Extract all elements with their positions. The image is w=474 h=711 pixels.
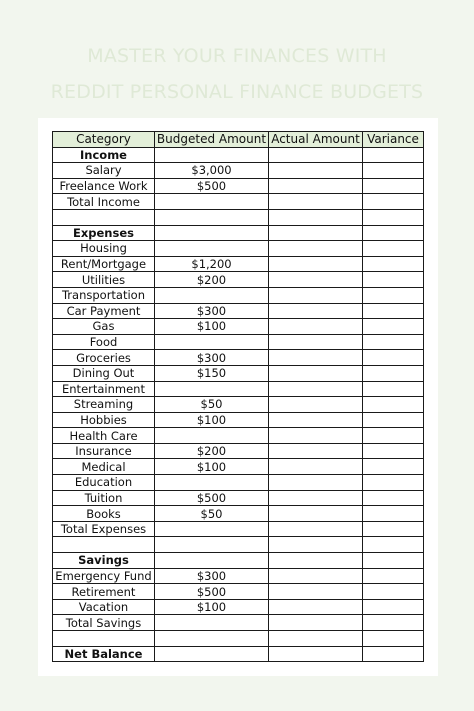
category-cell: Rent/Mortgage: [53, 256, 155, 272]
table-row: [53, 381, 424, 397]
budgeted-amount-cell: $100: [155, 459, 269, 475]
actual-amount-cell: [269, 319, 363, 335]
actual-amount-cell: [269, 521, 363, 537]
header-actual-amount: Actual Amount: [269, 132, 363, 148]
category-cell: Total Savings: [53, 615, 155, 631]
table-row: [53, 209, 424, 225]
variance-cell: [363, 475, 424, 491]
category-cell: Total Expenses: [53, 521, 155, 537]
actual-amount-cell: [269, 334, 363, 350]
header-variance: Variance: [363, 132, 424, 148]
variance-cell: [363, 381, 424, 397]
actual-amount-cell: [269, 646, 363, 662]
variance-cell: [363, 443, 424, 459]
category-cell: Total Income: [53, 194, 155, 210]
variance-cell: [363, 225, 424, 241]
table-row: [53, 646, 424, 662]
budgeted-amount-cell: $3,000: [155, 163, 269, 179]
category-cell: Streaming: [53, 397, 155, 413]
budgeted-amount-cell: [155, 241, 269, 257]
budgeted-amount-cell: $300: [155, 568, 269, 584]
variance-cell: [363, 568, 424, 584]
variance-cell: [363, 615, 424, 631]
budgeted-amount-cell: [155, 287, 269, 303]
variance-cell: [363, 303, 424, 319]
budgeted-amount-cell: [155, 428, 269, 444]
table-row: [53, 568, 424, 584]
budgeted-amount-cell: $500: [155, 178, 269, 194]
table-row: [53, 412, 424, 428]
actual-amount-cell: [269, 475, 363, 491]
category-cell: Savings: [53, 553, 155, 569]
variance-cell: [363, 428, 424, 444]
budgeted-amount-cell: $100: [155, 599, 269, 615]
category-cell: Books: [53, 506, 155, 522]
budgeted-amount-cell: $200: [155, 443, 269, 459]
variance-cell: [363, 272, 424, 288]
budgeted-amount-cell: $50: [155, 397, 269, 413]
budgeted-amount-cell: [155, 646, 269, 662]
category-cell: [53, 631, 155, 647]
actual-amount-cell: [269, 194, 363, 210]
table-row: [53, 303, 424, 319]
table-row: [53, 553, 424, 569]
variance-cell: [363, 147, 424, 163]
table-row: [53, 599, 424, 615]
variance-cell: [363, 553, 424, 569]
budgeted-amount-cell: [155, 334, 269, 350]
variance-cell: [363, 256, 424, 272]
table-row: [53, 256, 424, 272]
variance-cell: [363, 365, 424, 381]
table-row: [53, 147, 424, 163]
category-cell: Health Care: [53, 428, 155, 444]
table-row: [53, 521, 424, 537]
actual-amount-cell: [269, 178, 363, 194]
header-category: Category: [53, 132, 155, 148]
budget-table: [52, 131, 424, 662]
budgeted-amount-cell: $100: [155, 319, 269, 335]
category-cell: Gas: [53, 319, 155, 335]
variance-cell: [363, 350, 424, 366]
budgeted-amount-cell: [155, 475, 269, 491]
table-row: [53, 490, 424, 506]
budgeted-amount-cell: [155, 194, 269, 210]
table-row: [53, 334, 424, 350]
table-row: [53, 397, 424, 413]
actual-amount-cell: [269, 381, 363, 397]
actual-amount-cell: [269, 272, 363, 288]
category-cell: Insurance: [53, 443, 155, 459]
variance-cell: [363, 397, 424, 413]
variance-cell: [363, 521, 424, 537]
category-cell: Transportation: [53, 287, 155, 303]
actual-amount-cell: [269, 568, 363, 584]
category-cell: Groceries: [53, 350, 155, 366]
actual-amount-cell: [269, 443, 363, 459]
category-cell: [53, 209, 155, 225]
table-row: [53, 428, 424, 444]
variance-cell: [363, 646, 424, 662]
category-cell: Housing: [53, 241, 155, 257]
budgeted-amount-cell: $300: [155, 303, 269, 319]
budgeted-amount-cell: $500: [155, 490, 269, 506]
table-row: [53, 459, 424, 475]
actual-amount-cell: [269, 599, 363, 615]
budgeted-amount-cell: [155, 537, 269, 553]
header-row: [53, 132, 424, 148]
category-cell: Hobbies: [53, 412, 155, 428]
actual-amount-cell: [269, 365, 363, 381]
variance-cell: [363, 287, 424, 303]
variance-cell: [363, 319, 424, 335]
actual-amount-cell: [269, 303, 363, 319]
category-cell: Retirement: [53, 584, 155, 600]
category-cell: Education: [53, 475, 155, 491]
budgeted-amount-cell: [155, 381, 269, 397]
variance-cell: [363, 163, 424, 179]
table-row: [53, 443, 424, 459]
category-cell: Vacation: [53, 599, 155, 615]
actual-amount-cell: [269, 225, 363, 241]
category-cell: Income: [53, 147, 155, 163]
budgeted-amount-cell: [155, 209, 269, 225]
variance-cell: [363, 178, 424, 194]
budgeted-amount-cell: [155, 147, 269, 163]
variance-cell: [363, 490, 424, 506]
actual-amount-cell: [269, 209, 363, 225]
variance-cell: [363, 334, 424, 350]
table-row: [53, 272, 424, 288]
table-row: [53, 287, 424, 303]
table-row: [53, 475, 424, 491]
category-cell: Car Payment: [53, 303, 155, 319]
page-title-line-2: REDDIT PERSONAL FINANCE BUDGETS: [50, 81, 424, 103]
page-title-line-1: MASTER YOUR FINANCES WITH: [87, 45, 387, 67]
budgeted-amount-cell: $150: [155, 365, 269, 381]
category-cell: Emergency Fund: [53, 568, 155, 584]
table-row: [53, 241, 424, 257]
table-row: [53, 365, 424, 381]
actual-amount-cell: [269, 537, 363, 553]
actual-amount-cell: [269, 584, 363, 600]
table-row: [53, 584, 424, 600]
table-row: [53, 163, 424, 179]
actual-amount-cell: [269, 287, 363, 303]
header-budgeted-amount: Budgeted Amount: [155, 132, 269, 148]
budget-table-body: [53, 147, 424, 662]
budgeted-amount-cell: $300: [155, 350, 269, 366]
actual-amount-cell: [269, 553, 363, 569]
table-row: [53, 319, 424, 335]
category-cell: Expenses: [53, 225, 155, 241]
category-cell: Freelance Work: [53, 178, 155, 194]
actual-amount-cell: [269, 631, 363, 647]
variance-cell: [363, 412, 424, 428]
budgeted-amount-cell: $50: [155, 506, 269, 522]
category-cell: Medical: [53, 459, 155, 475]
variance-cell: [363, 459, 424, 475]
actual-amount-cell: [269, 428, 363, 444]
category-cell: Tuition: [53, 490, 155, 506]
category-cell: Net Balance: [53, 646, 155, 662]
budgeted-amount-cell: [155, 521, 269, 537]
actual-amount-cell: [269, 459, 363, 475]
budgeted-amount-cell: $500: [155, 584, 269, 600]
table-row: [53, 178, 424, 194]
actual-amount-cell: [269, 412, 363, 428]
variance-cell: [363, 194, 424, 210]
budgeted-amount-cell: [155, 631, 269, 647]
table-row: [53, 537, 424, 553]
category-cell: Salary: [53, 163, 155, 179]
budgeted-amount-cell: [155, 615, 269, 631]
actual-amount-cell: [269, 256, 363, 272]
budgeted-amount-cell: $1,200: [155, 256, 269, 272]
variance-cell: [363, 584, 424, 600]
variance-cell: [363, 537, 424, 553]
table-row: [53, 615, 424, 631]
variance-cell: [363, 241, 424, 257]
variance-cell: [363, 631, 424, 647]
category-cell: Dining Out: [53, 365, 155, 381]
actual-amount-cell: [269, 163, 363, 179]
budgeted-amount-cell: $100: [155, 412, 269, 428]
category-cell: [53, 537, 155, 553]
budgeted-amount-cell: [155, 553, 269, 569]
actual-amount-cell: [269, 241, 363, 257]
category-cell: Food: [53, 334, 155, 350]
actual-amount-cell: [269, 506, 363, 522]
actual-amount-cell: [269, 490, 363, 506]
variance-cell: [363, 599, 424, 615]
actual-amount-cell: [269, 615, 363, 631]
table-row: [53, 350, 424, 366]
variance-cell: [363, 506, 424, 522]
page-title: [0, 38, 474, 110]
actual-amount-cell: [269, 397, 363, 413]
actual-amount-cell: [269, 350, 363, 366]
table-row: [53, 225, 424, 241]
budgeted-amount-cell: $200: [155, 272, 269, 288]
variance-cell: [363, 209, 424, 225]
table-row: [53, 194, 424, 210]
category-cell: Entertainment: [53, 381, 155, 397]
category-cell: Utilities: [53, 272, 155, 288]
budgeted-amount-cell: [155, 225, 269, 241]
actual-amount-cell: [269, 147, 363, 163]
table-row: [53, 631, 424, 647]
table-row: [53, 506, 424, 522]
